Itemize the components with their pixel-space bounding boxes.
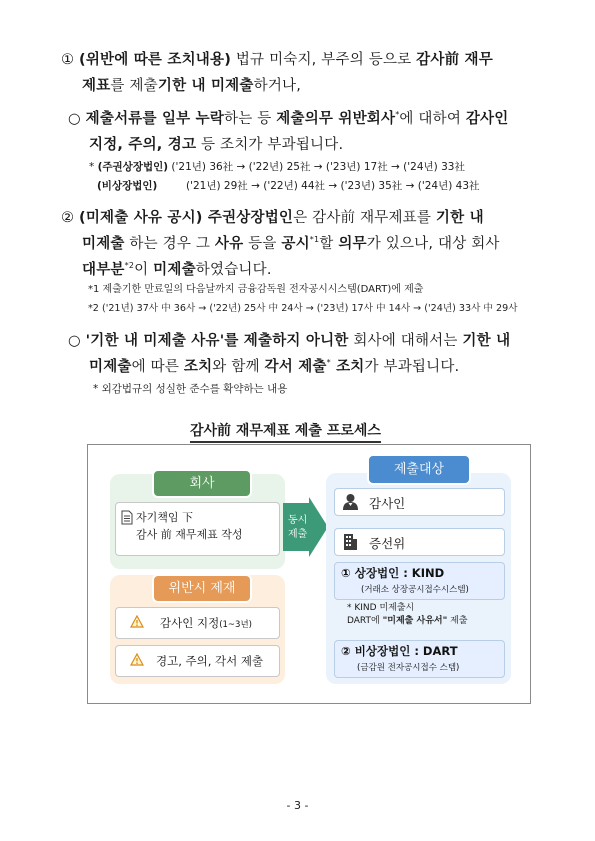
company-task-box [115, 502, 280, 556]
page-number: - 3 - [286, 799, 309, 812]
sub-bullet: ○ [68, 111, 81, 127]
building-icon [343, 533, 358, 554]
violation-label: 위반시 제재 [152, 574, 252, 603]
company-task-line2: 감사 前 재무제표 작성 [136, 528, 243, 541]
section1-line2: 제표를 제출기한 내 미제출하거나, [82, 78, 302, 94]
section2-footnote2: *2 ('21년) 37사 中 36사 → ('22년) 25사 中 24사 → ('23년) 17사 中 14사 → ('24년) 33사 中 29사 [88, 303, 518, 314]
section1-marker: ① [61, 52, 75, 68]
sanction2-text: 경고, 주의, 각서 제출 [156, 654, 264, 668]
section1-note2: (비상장법인) ('21년) 29社 → ('22년) 44社 → ('23년) 35社 → ('24년) 43社 [97, 180, 480, 192]
auditor-label: 감사인 [369, 496, 406, 511]
kind-note-line2: DART에 "미제출 사유서" 제출 [347, 616, 468, 626]
document-icon [121, 510, 133, 528]
sanction1-text: 감사인 지정(1~3년) [160, 616, 252, 630]
kind-note [347, 602, 468, 628]
section2-line3: 대부분$^{*2}$이 미제출하였습니다. [82, 261, 272, 278]
listed-subtitle: (거래소 상장공시접수시스템) [361, 585, 469, 595]
section1-sub-line1: ○ 제출서류를 일부 누락하는 등 제출의무 위반회사*에 대하여 감사인 [68, 110, 509, 127]
warning-icon [130, 615, 144, 631]
arrow-label-line2: 제출 [288, 529, 308, 540]
sfc-label: 증선위 [369, 536, 406, 551]
target-label: 제출대상 [367, 454, 471, 485]
section1-sub-line2: 지정, 주의, 경고 등 조치가 부과됩니다. [89, 137, 344, 153]
section2-sub-line2: 미제출에 따른 조치와 함께 각서 제출* 조치가 부과됩니다. [89, 358, 460, 375]
listed-title: ① 상장법인 : KIND [341, 566, 445, 580]
company-label: 회사 [152, 469, 252, 498]
arrow-label-line1: 동시 [288, 515, 308, 526]
company-task-line1: 자기책임 下 [136, 511, 194, 524]
section2-sub-line1: ○ '기한 내 미제출 사유'를 제출하지 아니한 회사에 대해서는 기한 내 [68, 333, 511, 349]
section2-footnote1: *1 제출기한 만료일의 다음날까지 금융감독원 전자공시시스템(DART)에 제출 [88, 284, 424, 295]
sanction2-box [115, 645, 280, 677]
section2-note: * 외감법규의 성실한 준수를 확약하는 내용 [93, 383, 288, 395]
diagram-title: 감사前 재무제표 제출 프로세스 [190, 420, 381, 443]
section1-line1: ① (위반에 따른 조치내용) 법규 미숙지, 부주의 등으로 감사前 재무 [61, 52, 493, 68]
warning-icon [130, 653, 144, 669]
sub-bullet: ○ [68, 333, 81, 349]
unlisted-subtitle: (금감원 전자공시접수 스템) [357, 663, 460, 673]
unlisted-title: ② 비상장법인 : DART [341, 644, 458, 658]
section2-marker: ② [61, 210, 75, 226]
listed-box [334, 562, 505, 600]
auditor-box [334, 488, 505, 516]
section2-line2: 미제출 하는 경우 그 사유 등을 공시$^{*1}$할 의무가 있으나, 대상 회사 [82, 235, 500, 252]
section2-line1: ② (미제출 사유 공시) 주권상장법인은 감사前 재무제표를 기한 내 [61, 210, 484, 226]
person-icon [343, 493, 358, 514]
sanction1-box [115, 607, 280, 639]
unlisted-box [334, 640, 505, 678]
kind-note-line1: * KIND 미제출시 [347, 603, 415, 613]
section1-note1: * (주권상장법인) ('21년) 36社 → ('22년) 25社 → ('23년) 17社 → ('24년) 33社 [89, 161, 465, 173]
sfc-box [334, 528, 505, 556]
